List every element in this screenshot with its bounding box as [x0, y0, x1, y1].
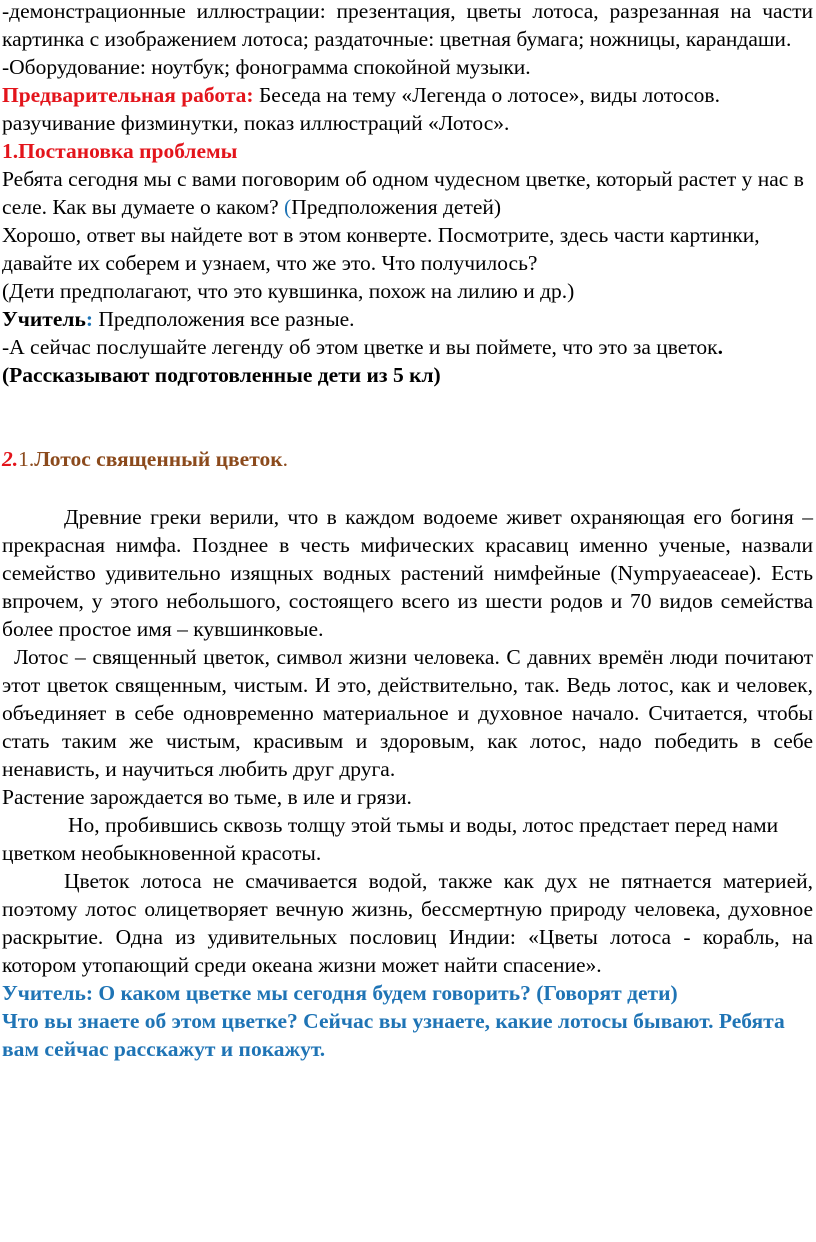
section-2-subnumber: 1. [18, 447, 35, 471]
legend-intro [2, 333, 813, 361]
section-2-dot: . [282, 447, 288, 471]
problem-paren: ( [284, 195, 292, 219]
section-2-heading [2, 445, 813, 473]
lotus-sacred-paragraph: Лотос – священный цветок, символ жизни человека. С давних времён люди почитают этот цветок священным, чистым. И это, действительно, так. Ведь лотос, как и человек, объединяет в себе одновременно материальное и духовное начало. Считается, чтобы стать таким же чистым, красивым и здоровым, как лотос, надо победить в себе ненависть, и научиться любить друг друга. [2, 645, 813, 781]
preliminary-work-label: Предварительная работа: [2, 83, 254, 107]
materials-line: -демонстрационные иллюстрации: презентация, цветы лотоса, разрезанная на части картинка с изображением лотоса; раздаточные: цветная бумага; ножницы, карандаши. [2, 0, 813, 51]
section-2-title: Лотос священный цветок [34, 447, 283, 471]
children-tell: (Рассказывают подготовленные дети из 5 кл) [2, 363, 441, 387]
teacher-colon: : [85, 307, 93, 331]
children-guess: (Дети предполагают, что это кувшинка, похож на лилию и др.) [2, 279, 575, 303]
problem-paragraph [2, 165, 813, 221]
envelope-paragraph: Хорошо, ответ вы найдете вот в этом конверте. Посмотрите, здесь части картинки, давайте их соберем и узнаем, что же это. Что получилось? [2, 223, 760, 275]
greeks-paragraph: Древние греки верили, что в каждом водоеме живет охраняющая его богиня – прекрасная нимфа. Позднее в честь мифических красавиц именно ученые, назвали семейство удивительно изящных водных растений нимфейные (Nympyaeaceae). Есть впрочем, у этого небольшого, состоящего всего из шести родов и 70 видов семейства более простое имя – кувшинковые. [2, 505, 813, 641]
teacher-question: Учитель: О каком цветке мы сегодня будем говорить? (Говорят дети) [2, 981, 678, 1005]
teacher-label: Учитель [2, 307, 86, 331]
preliminary-work-text: Беседа на тему «Легенда о лотосе», виды лотосов. разучивание физминутки, показ иллюстраций «Лотос». [2, 83, 720, 135]
teacher-line [2, 305, 813, 333]
legend-intro-dot: . [717, 335, 723, 359]
equipment-line: -Оборудование: ноутбук; фонограмма спокойной музыки. [2, 55, 531, 79]
breakthrough-paragraph: Но, пробившись сквозь толщу этой тьмы и воды, лотос предстает перед нами цветком необыкновенной красоты. [2, 813, 779, 865]
section-1-heading: 1.Постановка проблемы [2, 139, 238, 163]
problem-end: Предположения детей) [291, 195, 502, 219]
legend-intro-text: -А сейчас послушайте легенду об этом цветке и вы поймете, что это за цветок [2, 335, 718, 359]
water-paragraph: Цветок лотоса не смачивается водой, также как дух не пятнается материей, поэтому лотос олицетворяет вечную жизнь, бессмертную природу человека, духовное раскрытие. Одна из удивительных пословиц Индии: «Цветы лотоса - корабль, на котором утопающий среди океана жизни может найти спасение». [2, 869, 813, 977]
spacer [2, 389, 813, 445]
spacer [2, 473, 813, 503]
preliminary-work [2, 81, 813, 137]
section-2-number: 2. [2, 447, 19, 471]
teacher-followup: Что вы знаете об этом цветке? Сейчас вы узнаете, какие лотосы бывают. Ребята вам сейчас расскажут и покажут. [2, 1009, 785, 1061]
teacher-text: Предположения все разные. [93, 307, 355, 331]
darkness-line: Растение зарождается во тьме, в иле и грязи. [2, 785, 412, 809]
problem-text: Ребята сегодня мы с вами поговорим об одном чудесном цветке, который растет у нас в селе. Как вы думаете о каком? [2, 167, 804, 219]
